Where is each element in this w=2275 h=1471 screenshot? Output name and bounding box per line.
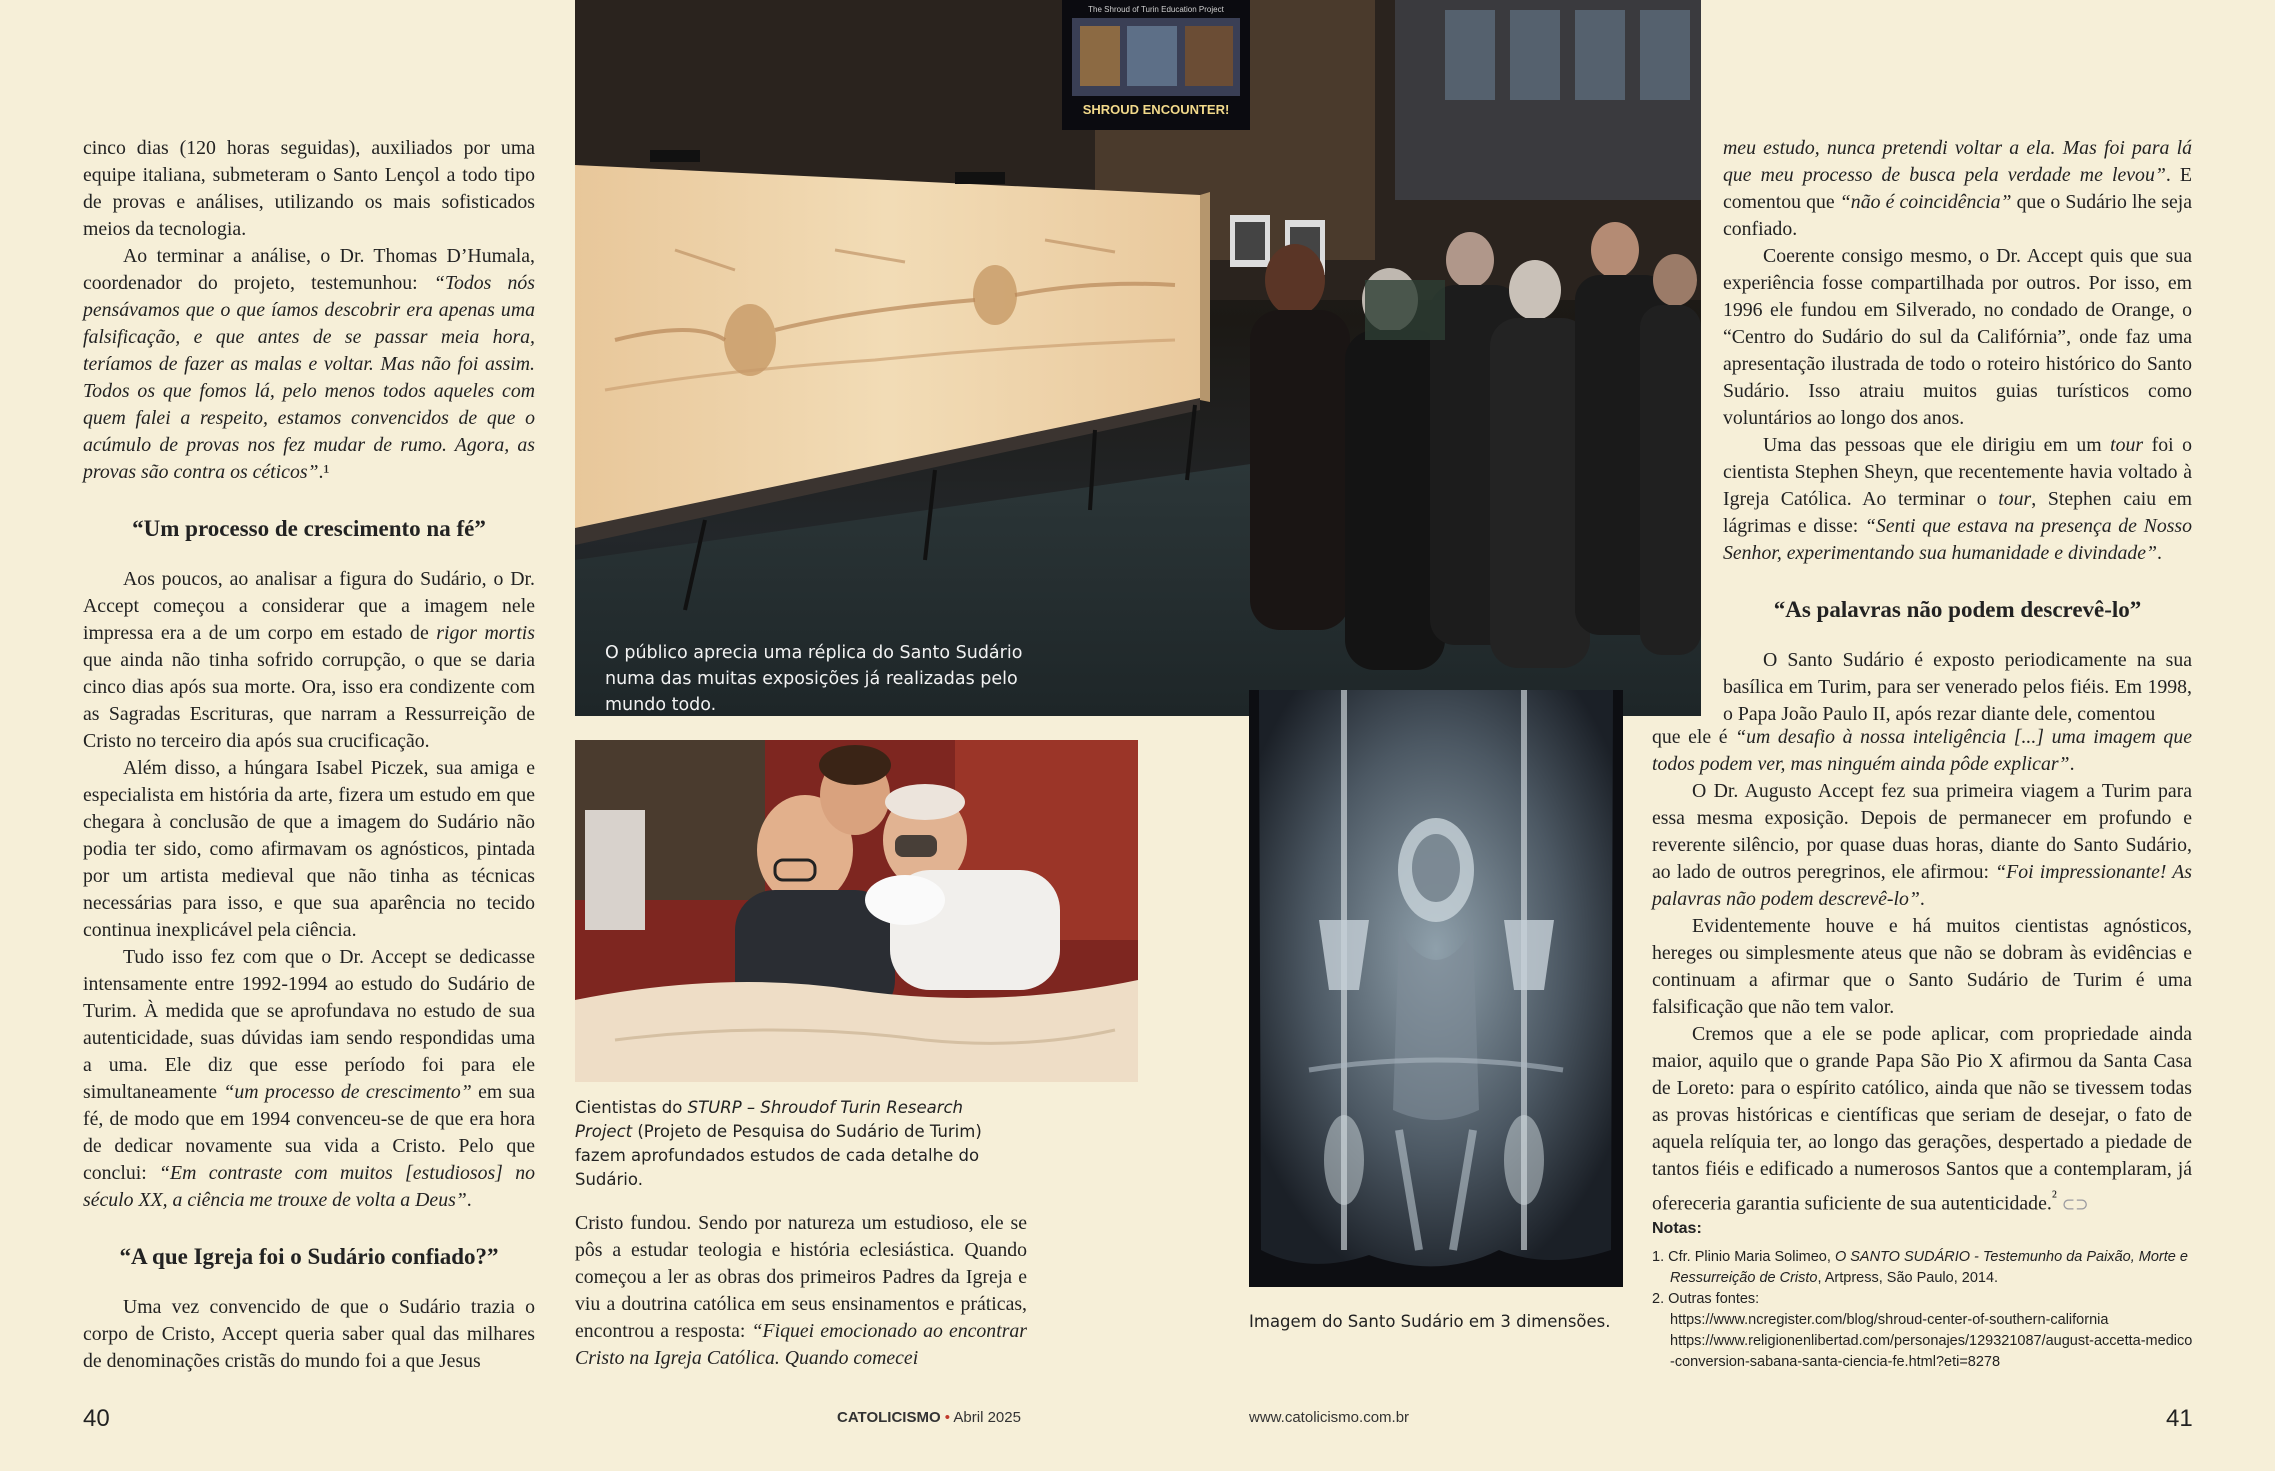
footnote-link[interactable]: https://www.ncregister.com/blog/shroud-center-of-southern-california	[1670, 1312, 2109, 1328]
section-heading: “A que Igreja foi o Sudário confiado?”	[119, 1244, 499, 1269]
column-2	[575, 1210, 1027, 1372]
notes-title: Notas:	[1652, 1220, 1702, 1237]
scientists-photo	[575, 740, 1138, 1082]
scientists-illustration	[575, 740, 1138, 1082]
paragraph: Cristo fundou. Sendo por natureza um estudioso, ele se pôs a estudar teologia e história eclesiástica. Quando começou a ler as obras dos primeiros Padres da Igreja e viu a doutrina católica em seus ensinamentos e práticas, encontrou a resposta: “Fiquei emocionado ao encontrar Cristo na Igreja Católica. Quando comecei	[575, 1212, 1027, 1369]
paragraph: O Santo Sudário é exposto periodicamente na sua basílica em Turim, para ser venerado pelos fiéis. Em 1998, o Papa João Paulo II, após rezar diante dele, comentou	[1723, 649, 2192, 725]
footnote: 2. Outras fontes:	[1652, 1291, 1760, 1307]
paragraph: Uma das pessoas que ele dirigiu em um tour foi o cientista Stephen Sheyn, que recentemente havia voltado à Igreja Católica. Ao terminar o tour, Stephen caiu em lágrimas e disse: “Senti que estava na presença de Nosso Senhor, experimentando sua humanidade e divindade”.	[1723, 434, 2192, 564]
footnote: 1. Cfr. Plinio Maria Solimeo, O SANTO SUDÁRIO - Testemunho da Paixão, Morte e Ressurreição de Cristo, Artpress, São Paulo, 2014.	[1652, 1249, 2188, 1286]
paragraph: cinco dias (120 horas seguidas), auxiliados por uma equipe italiana, submeteram o Santo Lençol a todo tipo de provas e análises, utilizando os mais sofisticados meios da tecnologia.	[83, 137, 535, 240]
svg-text:SHROUD ENCOUNTER!: SHROUD ENCOUNTER!	[1082, 102, 1230, 117]
svg-text:The Shroud of Turin Education: The Shroud of Turin Education Project	[1088, 5, 1224, 14]
paragraph: Tudo isso fez com que o Dr. Accept se dedicasse intensamente entre 1992-1994 ao estudo do Sudário de Turim. À medida que se aprofundava no estudo de sua autenticidade, suas dúvidas iam sendo respondidas uma a uma. Ele diz que esse período foi para ele simultaneamente “um processo de crescimento” em sua fé, de modo que em 1994 convenceu-se de que era hora de dedicar novamente sua vida a Cristo. Pelo que conclui: “Em contraste com muitos [estudiosos] no século XX, a ciência me trouxe de volta a Deus”.	[83, 946, 535, 1211]
paragraph: Ao terminar a análise, o Dr. Thomas D’Humala, coordenador do projeto, testemunhou: “Todos nós pensávamos que o que íamos descobrir era apenas uma falsificação, e que antes de se passar meia hora, teríamos de fazer as malas e voltar. Mas não foi assim. Todos os que fomos lá, pelo menos todos aqueles com quem falei a respeito, estamos convencidos de que o acúmulo de provas nos fez mudar de rumo. Agora, as provas são contra os céticos”.¹	[83, 245, 535, 483]
paragraph: Uma vez convencido de que o Sudário trazia o corpo de Cristo, Accept queria saber qual das milhares de denominações cristãs do mundo foi a que Jesus	[83, 1296, 535, 1372]
column-3	[1723, 135, 2192, 728]
end-mark-icon: ⊂⊃	[2061, 1196, 2089, 1214]
section-heading: “Um processo de crescimento na fé”	[132, 516, 486, 541]
shroud-cloth	[575, 980, 1138, 1082]
paragraph: meu estudo, nunca pretendi voltar a ela. Mas foi para lá que meu processo de busca pela verdade me levou”. E comentou que “não é coincidência” que o Sudário lhe seja confiado.	[1723, 137, 2193, 240]
photo-caption: O público aprecia uma réplica do Santo Sudário numa das muitas exposições já realizadas pelo mundo todo.	[605, 643, 1023, 715]
paragraph: que ele é “um desafio à nossa inteligência [...] uma imagem que todos podem ver, mas ninguém ainda pôde explicar”.	[1652, 726, 2192, 775]
section-heading: “As palavras não podem descrevê-lo”	[1773, 597, 2142, 622]
column-1	[83, 135, 535, 1375]
shroud-3d-illustration	[1249, 690, 1623, 1287]
photo-caption: Cientistas do STURP – Shroudof Turin Research Project (Projeto de Pesquisa do Sudário de Turim) fazem aprofundados estudos de cada detalhe do Sudário.	[575, 1098, 982, 1189]
page-number-left: 40	[83, 1405, 110, 1432]
column-3-lower	[1652, 724, 2192, 1219]
magazine-name: CATOLICISMO	[837, 1409, 941, 1426]
page-number-right: 41	[2166, 1405, 2193, 1432]
photo-caption: Imagem do Santo Sudário em 3 dimensões.	[1249, 1312, 1611, 1331]
exhibition-illustration	[575, 0, 1701, 716]
exhibition-photo	[575, 0, 1701, 716]
paragraph: O Dr. Augusto Accept fez sua primeira viagem a Turim para essa mesma exposição. Depois de permanecer em profundo e reverente silêncio, por quase duas horas, diante do Santo Sudário, ao lado de outros peregrinos, ele afirmou: “Foi impressionante! As palavras não podem descrevê-lo”.	[1652, 780, 2192, 910]
paragraph: Cremos que a ele se pode aplicar, com propriedade ainda maior, aquilo que o grande Papa São Pio X afirmou da Santa Casa de Loreto: para o espírito católico, ainda que não se tivessem todas as provas históricas e científicas que seriam de desejar, o fato de aquela relíquia ter, ao longo das gerações, despertado a piedade de tantos fiéis e edificado a numerosos Santos que a contemplaram, já ofereceria garantia suficiente de sua autenticidade.$^{^2}$ ⊂⊃	[1652, 1023, 2192, 1215]
footer-magazine	[837, 1409, 1021, 1426]
issue-date: Abril 2025	[953, 1409, 1021, 1426]
footer-url[interactable]: www.catolicismo.com.br	[1249, 1409, 1410, 1426]
paragraph: Coerente consigo mesmo, o Dr. Accept quis que sua experiência fosse compartilhada por outros. Por isso, em 1996 ele fundou em Silverado, no condado de Orange, o “Centro do Sudário do sul da Califórnia”, onde faz uma apresentação ilustrada de todo o roteiro histórico do Santo Sudário. Isso atraiu muitos guias turísticos como voluntários ao longo dos anos.	[1723, 245, 2192, 429]
paragraph: Além disso, a húngara Isabel Piczek, sua amiga e especialista em história da arte, fizera um estudo em que chegara à conclusão de que a imagem do Sudário não podia ter sido, como afirmavam os agnósticos, pintada por um artista medieval que não tinha as técnicas necessárias para isso, e que sua aparência no tecido continua inexplicável pela ciência.	[83, 757, 535, 941]
footer-separator: •	[944, 1409, 951, 1426]
shroud-3d-photo	[1249, 690, 1623, 1287]
paragraph: Evidentemente houve e há muitos cientistas agnósticos, hereges ou simplesmente ateus que não se dobram às evidências e continuam a afirmar que o Santo Sudário de Turim é uma falsificação que não tem valor.	[1652, 915, 2192, 1018]
footnotes	[1652, 1218, 2197, 1373]
footnote-link[interactable]: https://www.religionenlibertad.com/personajes/129321087/august-accetta-medico-conversion-sabana-santa-ciencia-fe.html?eti=8278	[1670, 1333, 2193, 1370]
paragraph: Aos poucos, ao analisar a figura do Sudário, o Dr. Accept começou a considerar que a imagem nele impressa era a de um corpo em estado de rigor mortis que ainda não tinha sofrido corrupção, o que se daria cinco dias após sua morte. Ora, isso era condizente com as Sagradas Escrituras, que narram a Ressurreição de Cristo no terceiro dia após sua crucificação.	[83, 568, 536, 752]
